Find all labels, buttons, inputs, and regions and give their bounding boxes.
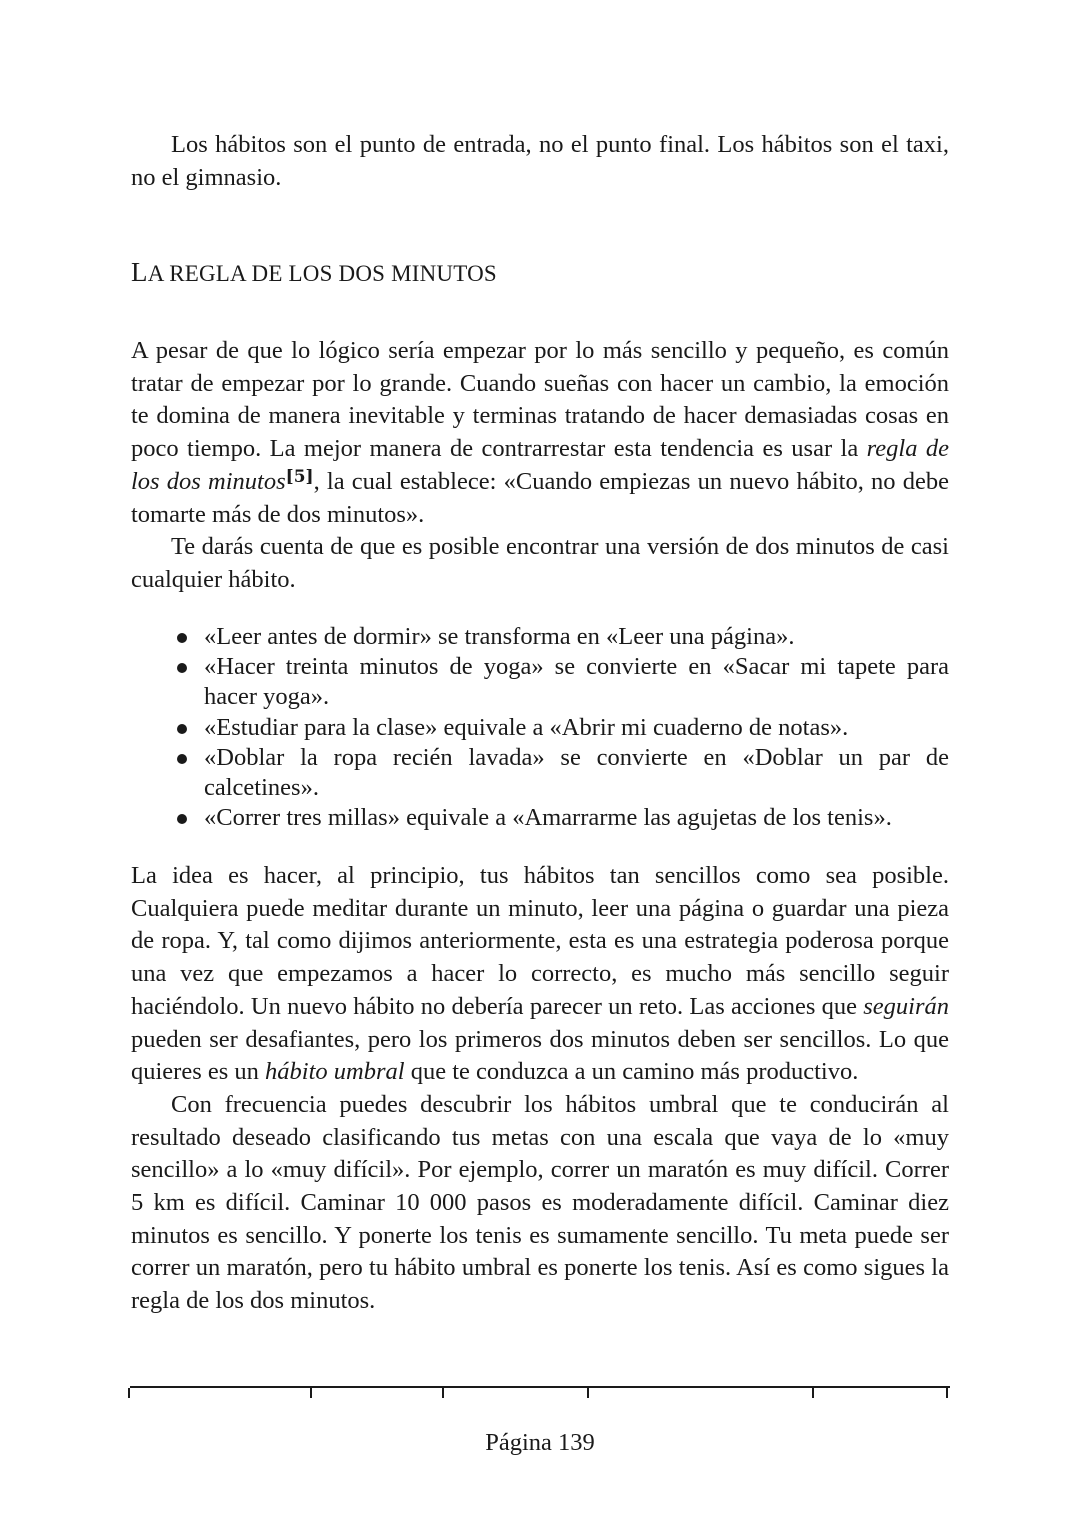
paragraph-text: pueden ser desafiantes, pero los primeros dos minutos deben ser sencillos. Lo que quieres es un <box>131 1025 949 1086</box>
list-item <box>131 743 949 803</box>
list-item <box>131 652 949 712</box>
paragraph-text: A pesar de que lo lógico sería empezar por lo más sencillo y pequeño, es común tratar de empezar por lo grande. Cuando sueñas con hacer un cambio, la emoción te domina de manera inevitable y terminas tratando de hacer demasiadas cosas en poco tiempo. La mejor manera de contrarrestar esta tendencia es usar la <box>131 337 949 463</box>
list-item-text: «Estudiar para la clase» equivale a «Abrir mi cuaderno de notas». <box>204 713 849 741</box>
examples-list <box>131 622 949 833</box>
paragraph-text: , la cual establece: «Cuando empiezas un nuevo hábito, no debe tomarte más de dos minutos». <box>131 467 949 528</box>
table-column-divider <box>128 1388 130 1398</box>
bullet-icon <box>177 814 187 824</box>
list-item-text: «Doblar la ropa recién lavada» se convierte en «Doblar un par de calcetines». <box>204 743 949 802</box>
page-number: Página 139 <box>485 1429 595 1456</box>
list-item-text: «Hacer treinta minutos de yoga» se convierte en «Sacar mi tapete para hacer yoga». <box>204 653 949 711</box>
section-heading <box>131 255 497 291</box>
table-top-border <box>130 1386 950 1400</box>
paragraph-scale: Con frecuencia puedes descubrir los hábitos umbral que te conducirán al resultado deseado clasificando tus metas con una escala que vaya de lo «muy sencillo» a lo «muy difícil». Por ejemplo, correr un maratón es muy difícil. Correr 5 km es difícil. Caminar 10 000 pasos es moderadamente difícil. Caminar diez minutos es sencillo. Y ponerte los tenis es sumamente sencillo. Tu meta puede ser correr un maratón, pero tu hábito umbral es ponerte los tenis. Así es como sigues la regla de los dos minutos. <box>131 1090 949 1315</box>
bullet-icon <box>177 663 187 673</box>
table-column-divider <box>587 1388 589 1398</box>
section-heading-initial: L <box>131 257 148 287</box>
table-column-divider <box>442 1388 444 1398</box>
section-heading-rest: A REGLA DE LOS DOS MINUTOS <box>147 261 497 286</box>
paragraph-idea <box>131 860 949 1089</box>
paragraph-examples-intro: Te darás cuenta de que es posible encontrar una versión de dos minutos de casi cualquier hábito. <box>131 533 949 593</box>
italic-term: seguirán <box>863 992 949 1020</box>
italic-term: regla de los dos minutos <box>131 435 949 495</box>
table-column-divider <box>812 1388 814 1398</box>
paragraph-text: que te conduzca a un camino más productivo. <box>404 1058 859 1086</box>
section-body-bottom <box>131 860 949 1318</box>
list-item <box>131 622 949 652</box>
paragraph-rule-definition <box>131 335 949 531</box>
paragraph-text: La idea es hacer, al principio, tus hábitos tan sencillos como sea posible. Cualquiera puede meditar durante un minuto, leer una página o guardar una pieza de ropa. Y, tal como dijimos anteriormente, esta es una estrategia poderosa porque una vez que empezamos a hacer lo correcto, es mucho más sencillo seguir haciéndolo. Un nuevo hábito no debería parecer un reto. Las acciones que <box>131 862 949 1020</box>
bullet-icon <box>177 754 187 764</box>
footnote-reference[interactable]: [5] <box>285 466 314 487</box>
italic-term: hábito umbral <box>265 1058 405 1086</box>
bullet-icon <box>177 633 187 643</box>
list-item <box>131 713 949 743</box>
bullet-icon <box>177 724 187 734</box>
list-item <box>131 803 949 833</box>
table-column-divider <box>310 1388 312 1398</box>
section-body-top <box>131 335 949 597</box>
table-column-divider <box>946 1388 948 1398</box>
list-item-text: «Correr tres millas» equivale a «Amarrarme las agujetas de los tenis». <box>204 804 892 832</box>
list-item-text: «Leer antes de dormir» se transforma en «Leer una página». <box>204 623 795 650</box>
intro-paragraph: Los hábitos son el punto de entrada, no el punto final. Los hábitos son el taxi, no el gimnasio. <box>131 131 949 191</box>
